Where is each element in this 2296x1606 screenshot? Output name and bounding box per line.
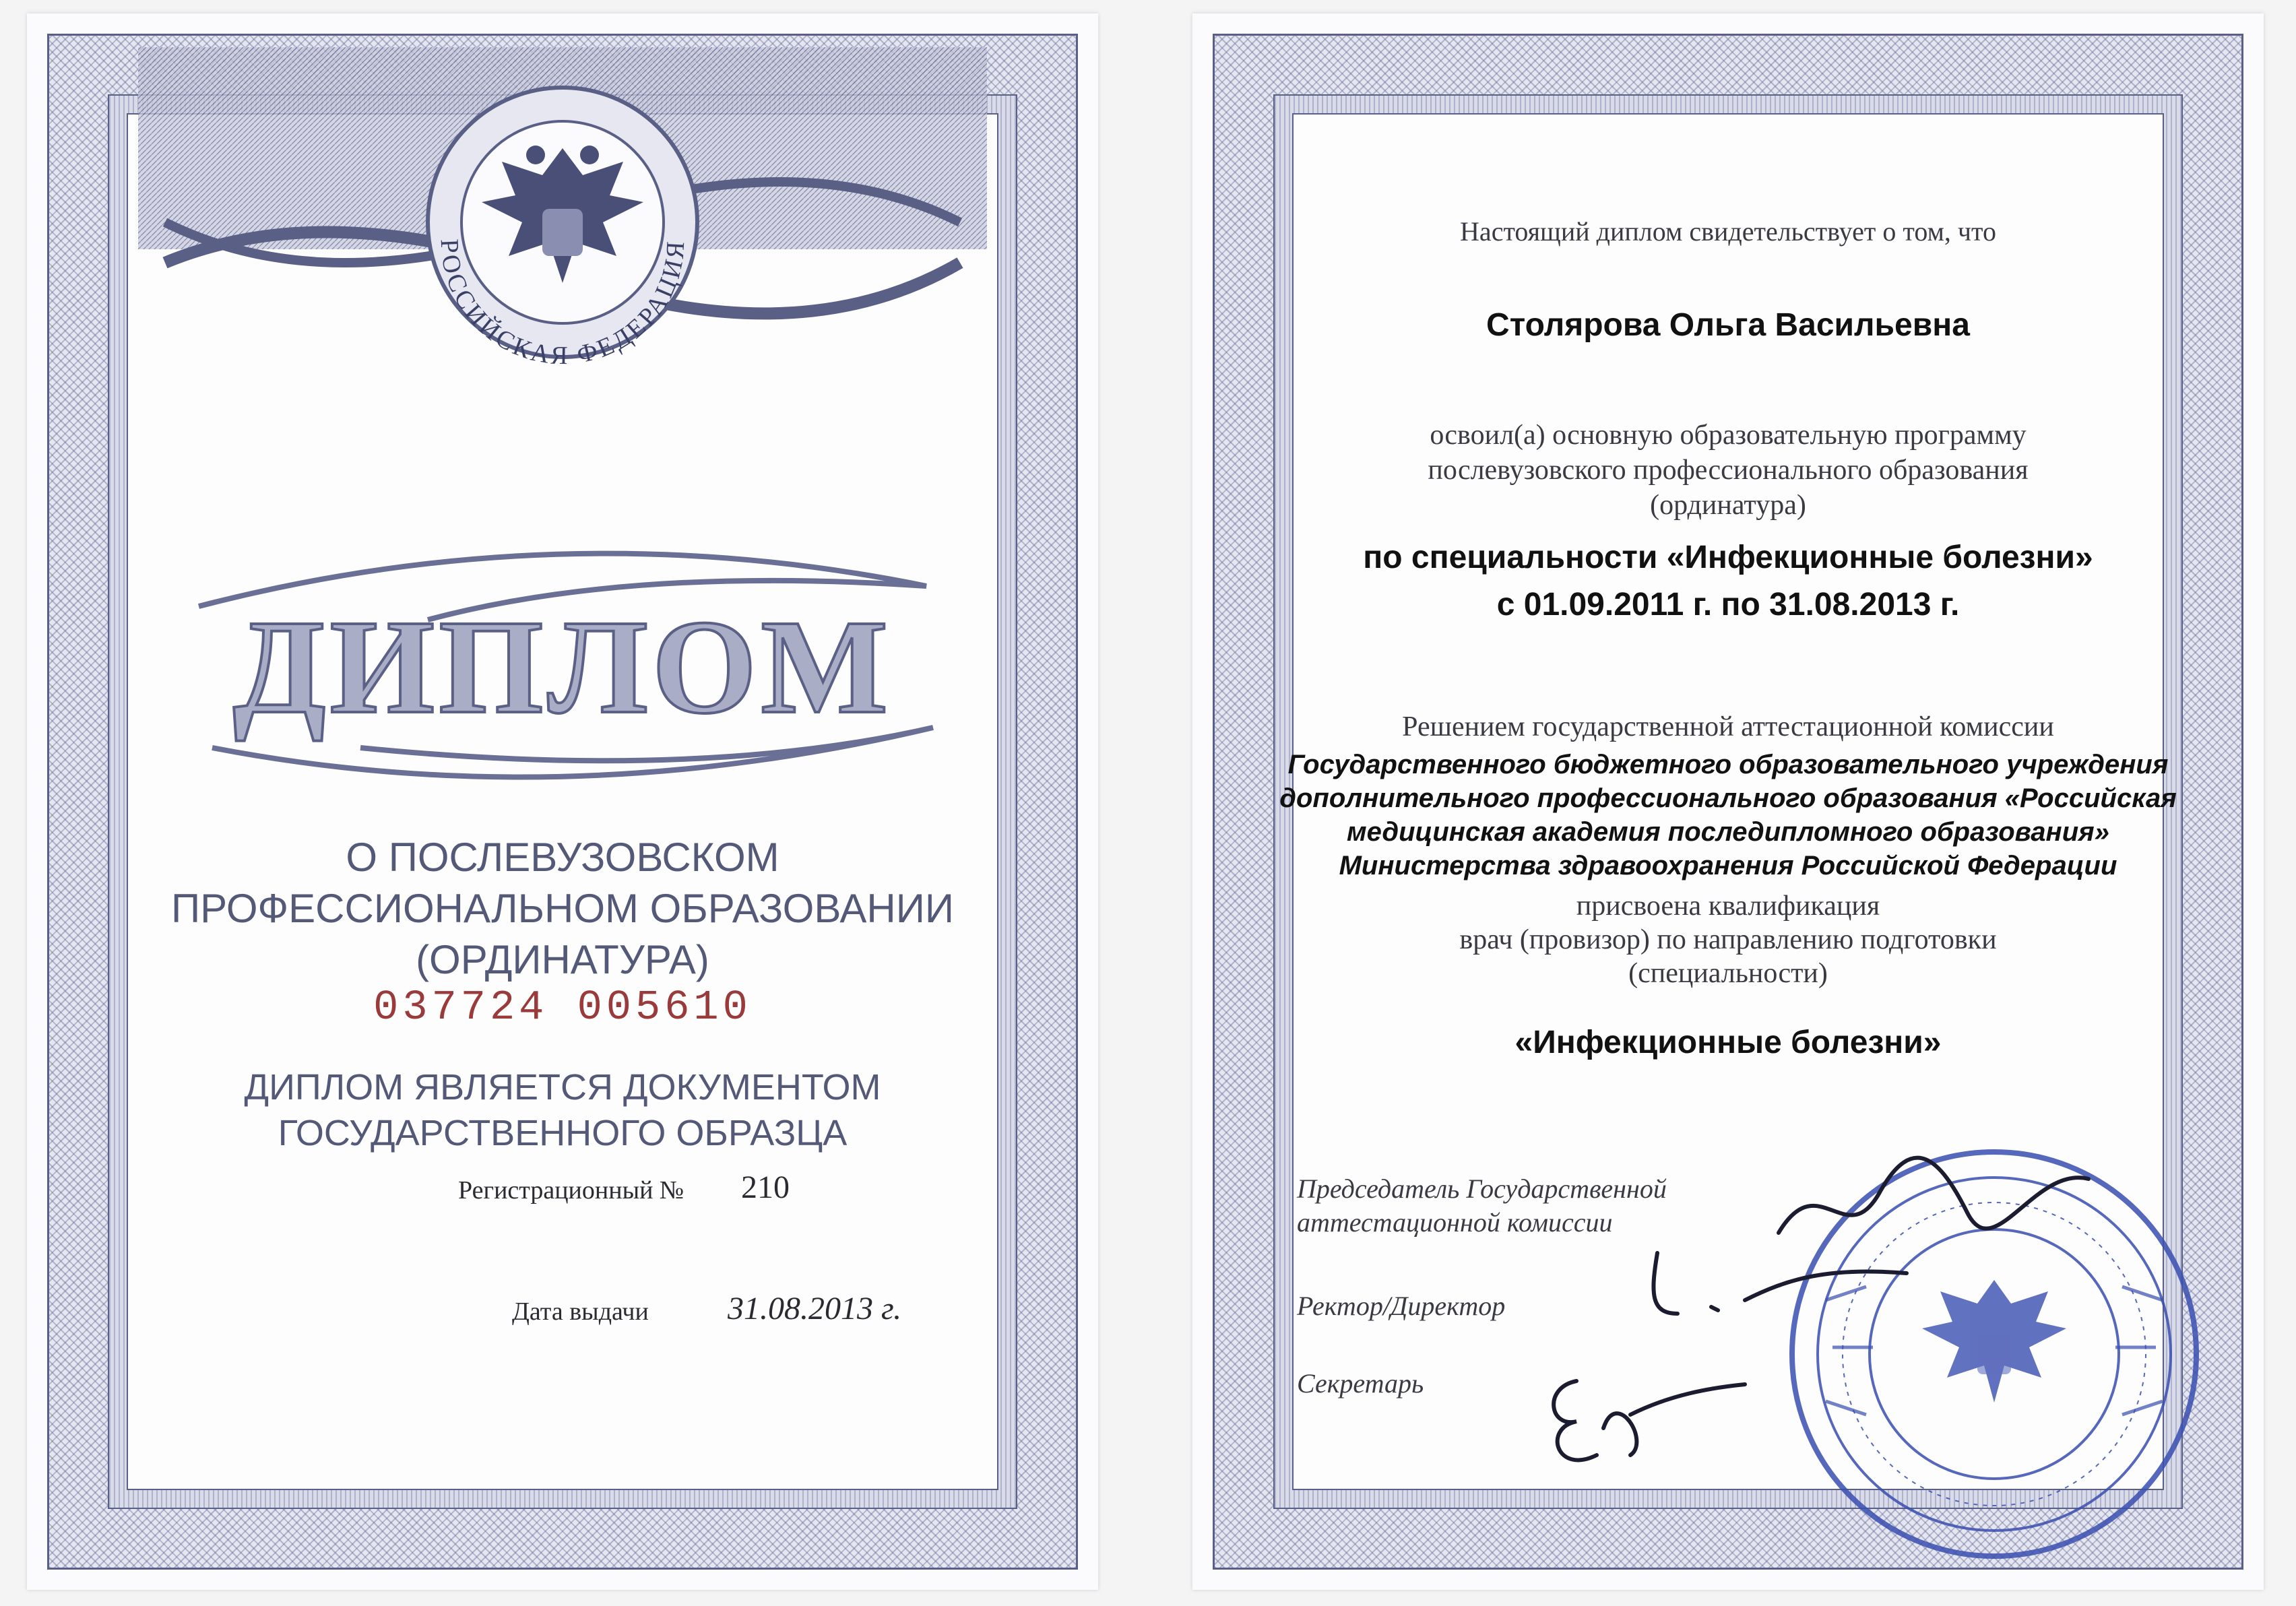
chair-label-line: аттестационной комиссии xyxy=(1297,1207,1613,1238)
program-line: освоил(а) основную образовательную программу xyxy=(1430,420,2027,451)
diploma-subtitle xyxy=(27,832,1098,986)
intro-line: Настоящий диплом свидетельствует о том, что xyxy=(1460,216,1996,247)
chair-label-line: Председатель Государственной xyxy=(1297,1174,1667,1204)
state-emblem-icon xyxy=(125,20,1000,424)
study-period: с 01.09.2011 г. по 31.08.2013 г. xyxy=(1496,587,1960,622)
program-line: послевузовского профессионального образования xyxy=(1428,455,2029,486)
issue-date-label: Дата выдачи xyxy=(512,1297,649,1326)
issue-date: 31.08.2013 г. xyxy=(728,1291,902,1326)
statement-line: ДИПЛОМ ЯВЛЯЕТСЯ ДОКУМЕНТОМ xyxy=(244,1067,881,1107)
qualification-line: (специальности) xyxy=(1628,958,1828,989)
subtitle-line: О ПОСЛЕВУЗОВСКОМ xyxy=(346,835,779,880)
program-line: (ординатура) xyxy=(1650,490,1806,521)
qualification-line: присвоена квалификация xyxy=(1576,891,1880,922)
registration-number: 210 xyxy=(741,1169,790,1205)
title-block xyxy=(27,525,1098,808)
program-statement xyxy=(1192,418,2264,523)
speciality-line: по специальности «Инфекционные болезни» xyxy=(1363,540,2093,575)
specialty-name: «Инфекционные болезни» xyxy=(1514,1025,1942,1060)
diploma-title: ДИПЛОМ xyxy=(232,592,893,742)
subtitle-line: ПРОФЕССИОНАЛЬНОМ ОБРАЗОВАНИИ xyxy=(171,886,954,931)
rector-label: Ректор/Директор xyxy=(1297,1291,1506,1321)
state-document-statement xyxy=(27,1064,1098,1156)
qualification-line: врач (провизор) по направлению подготовки xyxy=(1459,924,1997,955)
subtitle-line: (ОРДИНАТУРА) xyxy=(416,937,709,982)
institution-line: медицинская академия последипломного образования» xyxy=(1347,817,2109,847)
diploma-content-page xyxy=(1192,13,2264,1590)
institution-name xyxy=(1192,748,2264,882)
holder-name: Столярова Ольга Васильевна xyxy=(1486,307,1970,343)
secretary-signature-icon xyxy=(1516,1347,1758,1482)
registration-label: Регистрационный № xyxy=(458,1176,684,1204)
commission-decision: Решением государственной аттестационной комиссии xyxy=(1402,711,2054,742)
institution-line: Министерства здравоохранения Российской Федерации xyxy=(1339,851,2117,880)
chair-label xyxy=(1297,1172,1667,1240)
rector-signature-icon xyxy=(1637,1240,1920,1334)
emblem-banner xyxy=(27,13,1098,418)
secretary-label: Секретарь xyxy=(1297,1368,1424,1399)
serial-number: 037724 005610 xyxy=(373,984,752,1031)
institution-line: дополнительного профессионального образования «Российская xyxy=(1279,783,2177,813)
qualification-statement xyxy=(1192,889,2264,990)
institution-line: Государственного бюджетного образовательного учреждения xyxy=(1287,750,2169,779)
diploma-cover-page xyxy=(27,13,1098,1590)
statement-line: ГОСУДАРСТВЕННОГО ОБРАЗЦА xyxy=(278,1113,848,1153)
emblem-arc-text: РОССИЙСКАЯ ФЕДЕРАЦИЯ xyxy=(435,238,691,371)
